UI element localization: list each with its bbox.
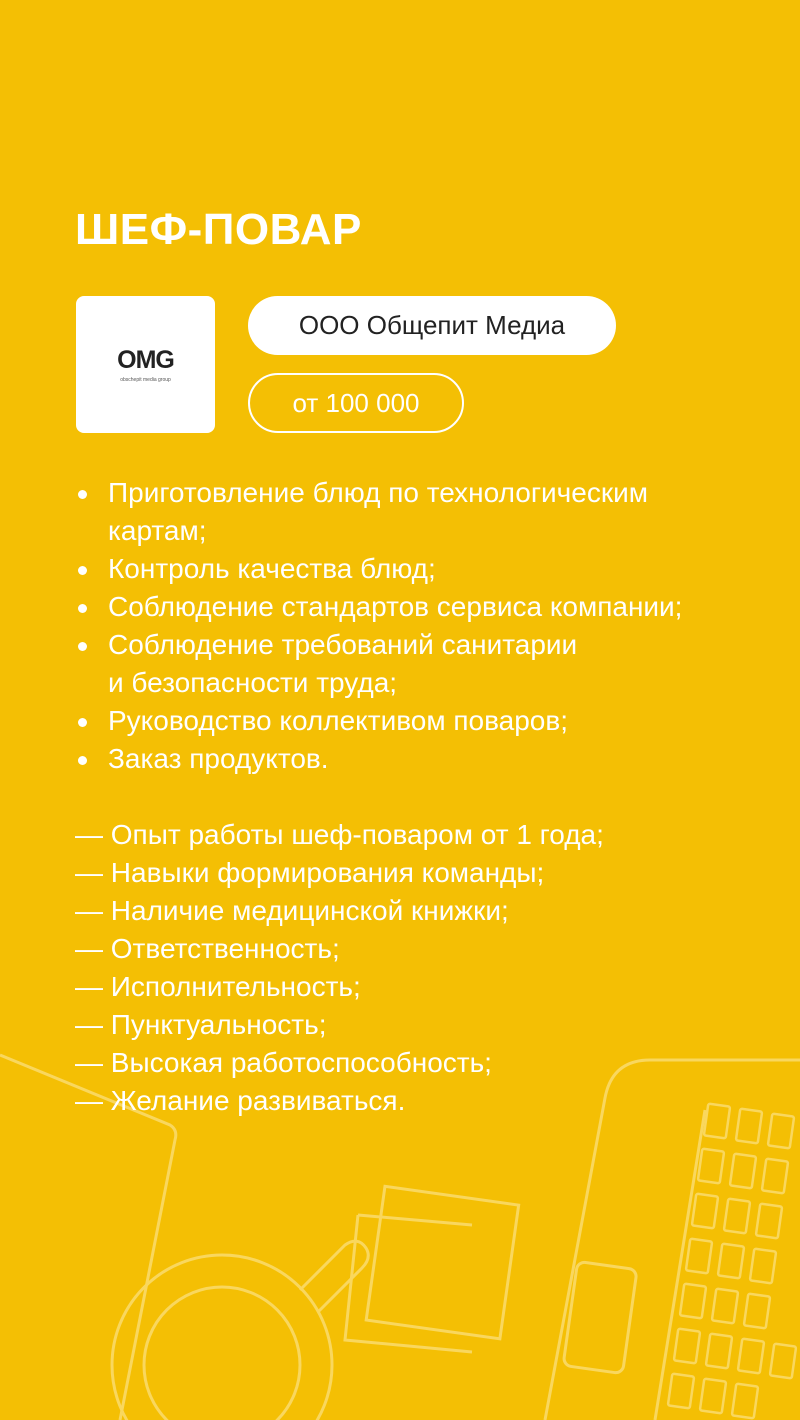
vacancy-title: ШЕФ-ПОВАР <box>75 205 362 254</box>
papers-outline <box>345 1186 519 1352</box>
duty-item: Контроль качества блюд; <box>76 550 796 588</box>
duty-item: Заказ продуктов. <box>76 740 796 778</box>
requirement-item: — Исполнительность; <box>75 971 361 1002</box>
keyboard-keys <box>668 1104 796 1419</box>
duty-item: Руководство коллективом поваров; <box>76 702 796 740</box>
requirement-item: — Высокая работоспособность; <box>75 1047 492 1078</box>
duty-item: Соблюдение стандартов сервиса компании; <box>76 588 796 626</box>
logo-mark: OMG <box>117 346 174 374</box>
requirement-item: — Ответственность; <box>75 933 340 964</box>
company-logo <box>76 296 215 433</box>
salary-badge: от 100 000 <box>248 373 464 433</box>
requirement-item: — Наличие медицинской книжки; <box>75 895 509 926</box>
requirement-item: — Опыт работы шеф-поваром от 1 года; <box>75 819 604 850</box>
requirement-item: — Желание развиваться. <box>75 1085 406 1116</box>
duty-item: Приготовление блюд по технологическим картам; <box>76 474 796 550</box>
requirement-item: — Пунктуальность; <box>75 1009 327 1040</box>
logo-subtitle: obschepit media group <box>120 377 171 383</box>
phone-outline <box>563 1261 637 1373</box>
requirements-list <box>75 816 795 1120</box>
duty-item: Соблюдение требований санитарии и безопасности труда; <box>76 626 796 702</box>
requirement-item: — Навыки формирования команды; <box>75 857 545 888</box>
duties-list <box>76 474 796 778</box>
company-name-badge: ООО Общепит Медиа <box>248 296 616 355</box>
